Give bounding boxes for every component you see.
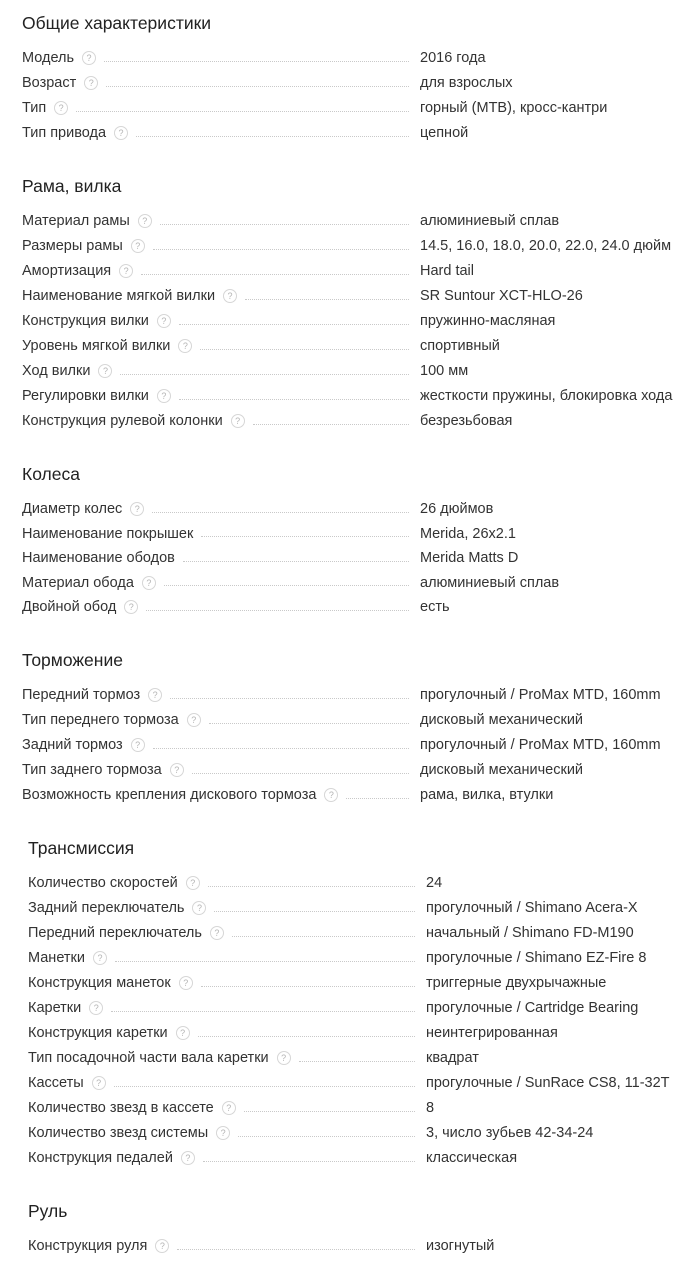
spec-label: Ход вилки [22, 363, 91, 379]
spec-label: Диаметр колес [22, 501, 123, 517]
section-title: Торможение [22, 650, 123, 670]
spec-row [0, 684, 700, 706]
help-icon[interactable]: ? [231, 414, 245, 428]
spec-label: Конструкция педалей [28, 1150, 173, 1166]
spec-value: дисковый механический [420, 712, 584, 728]
help-icon[interactable]: ? [119, 264, 133, 278]
help-icon[interactable]: ? [124, 600, 138, 614]
spec-label-group [28, 1022, 419, 1044]
spec-label: Задний переключатель [28, 900, 185, 916]
dotted-leader [164, 585, 409, 586]
dotted-leader [146, 610, 409, 611]
spec-label: Конструкция вилки [22, 313, 149, 329]
spec-label-group [22, 385, 413, 407]
spec-label: Манетки [28, 950, 85, 966]
spec-label: Количество звезд системы [28, 1125, 209, 1141]
spec-label-group [28, 872, 419, 894]
spec-label: Модель [22, 50, 75, 66]
spec-label-group [28, 1072, 419, 1094]
spec-value: алюминиевый сплав [420, 213, 560, 229]
spec-value: SR Suntour XCT-HLO-26 [420, 288, 583, 304]
spec-label: Тип переднего тормоза [22, 712, 179, 728]
spec-value: прогулочные / Cartridge Bearing [426, 1000, 639, 1016]
spec-row [0, 1147, 700, 1169]
spec-label: Наименование мягкой вилки [22, 288, 216, 304]
spec-label: Количество скоростей [28, 875, 178, 891]
spec-label-group [22, 122, 413, 144]
spec-label-group [22, 310, 413, 332]
spec-label: Количество звезд в кассете [28, 1100, 214, 1116]
help-icon[interactable]: ? [89, 1001, 103, 1015]
spec-row [0, 572, 700, 594]
spec-label-group [22, 684, 413, 706]
spec-value: изогнутый [426, 1238, 495, 1254]
dotted-leader [115, 961, 415, 962]
spec-label-group [22, 72, 413, 94]
spec-label-group [22, 734, 413, 756]
spec-label-group [28, 897, 419, 919]
spec-label-group [22, 235, 413, 257]
help-icon[interactable]: ? [142, 576, 156, 590]
spec-label: Кассеты [28, 1075, 84, 1091]
dotted-leader [120, 374, 409, 375]
spec-label: Конструкция манеток [28, 975, 171, 991]
dotted-leader [136, 136, 409, 137]
spec-label: Возраст [22, 75, 77, 91]
dotted-leader [111, 1011, 415, 1012]
spec-row [0, 260, 700, 282]
spec-row [0, 972, 700, 994]
spec-label-group [28, 1047, 419, 1069]
spec-label-group [22, 97, 413, 119]
dotted-leader [238, 1136, 415, 1137]
spec-label-group [22, 47, 413, 69]
help-icon[interactable]: ? [54, 101, 68, 115]
spec-value: для взрослых [420, 75, 513, 91]
spec-value: дисковый механический [420, 762, 584, 778]
help-icon[interactable]: ? [179, 976, 193, 990]
spec-row [0, 235, 700, 257]
spec-row [0, 285, 700, 307]
spec-value: 26 дюймов [420, 501, 494, 517]
spec-label-group [22, 547, 413, 569]
dotted-leader [201, 536, 409, 537]
spec-row [0, 210, 700, 232]
spec-value: 100 мм [420, 363, 469, 379]
spec-label-group [28, 997, 419, 1019]
help-icon[interactable]: ? [155, 1239, 169, 1253]
help-icon[interactable]: ? [186, 876, 200, 890]
spec-row [0, 97, 700, 119]
spec-value: прогулочные / Shimano EZ-Fire 8 [426, 950, 647, 966]
spec-value: начальный / Shimano FD-M190 [426, 925, 634, 941]
spec-row [0, 1122, 700, 1144]
spec-label: Каретки [28, 1000, 82, 1016]
help-icon[interactable]: ? [157, 314, 171, 328]
spec-row [0, 360, 700, 382]
spec-value: жесткости пружины, блокировка хода [420, 388, 673, 404]
help-icon[interactable]: ? [210, 926, 224, 940]
dotted-leader [253, 424, 409, 425]
spec-row [0, 596, 700, 618]
spec-row [0, 523, 700, 545]
spec-row [0, 709, 700, 731]
dotted-leader [200, 349, 409, 350]
spec-value: прогулочный / Shimano Acera-X [426, 900, 638, 916]
help-icon[interactable]: ? [181, 1151, 195, 1165]
spec-row [0, 1097, 700, 1119]
spec-label: Возможность крепления дискового тормоза [22, 787, 317, 803]
help-icon[interactable]: ? [131, 738, 145, 752]
spec-row [0, 1022, 700, 1044]
spec-value: 8 [426, 1100, 435, 1116]
spec-row [0, 410, 700, 432]
help-icon[interactable]: ? [324, 788, 338, 802]
spec-value: 14.5, 16.0, 18.0, 20.0, 22.0, 24.0 дюйм [420, 238, 672, 254]
spec-value: Merida Matts D [420, 550, 519, 566]
help-icon[interactable]: ? [170, 763, 184, 777]
spec-label-group [28, 1097, 419, 1119]
spec-row [0, 947, 700, 969]
help-icon[interactable]: ? [114, 126, 128, 140]
spec-row [0, 310, 700, 332]
spec-value: 2016 года [420, 50, 486, 66]
spec-label: Уровень мягкой вилки [22, 338, 171, 354]
spec-value: триггерные двухрычажные [426, 975, 607, 991]
spec-value: есть [420, 599, 450, 615]
help-icon[interactable]: ? [223, 289, 237, 303]
help-icon[interactable]: ? [131, 239, 145, 253]
spec-label-group [28, 947, 419, 969]
spec-value: цепной [420, 125, 469, 141]
spec-label: Регулировки вилки [22, 388, 149, 404]
dotted-leader [153, 249, 409, 250]
spec-value: рама, вилка, втулки [420, 787, 554, 803]
spec-value: прогулочные / SunRace CS8, 11-32T [426, 1075, 670, 1091]
spec-row [0, 335, 700, 357]
spec-row [0, 1072, 700, 1094]
spec-row [0, 498, 700, 520]
help-icon[interactable]: ? [84, 76, 98, 90]
spec-label: Передний тормоз [22, 687, 141, 703]
help-icon[interactable]: ? [130, 502, 144, 516]
spec-row [0, 872, 700, 894]
spec-label: Наименование ободов [22, 550, 175, 566]
help-icon[interactable]: ? [277, 1051, 291, 1065]
help-icon[interactable]: ? [222, 1101, 236, 1115]
spec-row [0, 47, 700, 69]
spec-row [0, 72, 700, 94]
help-icon[interactable]: ? [157, 389, 171, 403]
spec-row [0, 784, 700, 806]
spec-label-group [22, 572, 413, 594]
spec-row [0, 122, 700, 144]
spec-label-group [22, 285, 413, 307]
spec-value: 24 [426, 875, 443, 891]
spec-label-group [28, 972, 419, 994]
section-title: Рама, вилка [22, 176, 122, 196]
dotted-leader [179, 324, 409, 325]
spec-value: Merida, 26x2.1 [420, 525, 516, 542]
spec-label: Материал обода [22, 574, 134, 591]
spec-label-group [22, 523, 413, 545]
spec-row [0, 385, 700, 407]
spec-value: пружинно-масляная [420, 313, 556, 329]
spec-row [0, 1047, 700, 1069]
spec-value: спортивный [420, 338, 500, 354]
spec-label: Наименование покрышек [22, 525, 194, 542]
dotted-leader [346, 798, 409, 799]
spec-label-group [28, 1147, 419, 1169]
section-title: Руль [28, 1201, 68, 1221]
spec-label: Передний переключатель [28, 925, 202, 941]
spec-label-group [28, 922, 419, 944]
spec-row [0, 1235, 700, 1257]
spec-value: горный (MTB), кросс-кантри [420, 100, 608, 116]
spec-value: алюминиевый сплав [420, 574, 560, 591]
spec-value: безрезьбовая [420, 413, 513, 429]
spec-label: Конструкция руля [28, 1238, 148, 1254]
section-title: Общие характеристики [22, 13, 212, 33]
help-icon[interactable]: ? [187, 713, 201, 727]
spec-label-group [22, 709, 413, 731]
help-icon[interactable]: ? [216, 1126, 230, 1140]
dotted-leader [152, 512, 409, 513]
spec-value: Hard tail [420, 263, 474, 279]
spec-label: Амортизация [22, 263, 112, 279]
spec-row [0, 547, 700, 569]
help-icon[interactable]: ? [176, 1026, 190, 1040]
spec-row [0, 734, 700, 756]
dotted-leader [203, 1161, 415, 1162]
spec-value: классическая [426, 1150, 518, 1166]
spec-label: Задний тормоз [22, 737, 123, 753]
spec-label: Двойной обод [22, 599, 117, 615]
dotted-leader [214, 911, 415, 912]
help-icon[interactable]: ? [178, 339, 192, 353]
spec-value: 3, число зубьев 42-34-24 [426, 1125, 594, 1141]
dotted-leader [170, 698, 409, 699]
dotted-leader [192, 773, 409, 774]
spec-label: Размеры рамы [22, 238, 123, 254]
dotted-leader [153, 748, 409, 749]
spec-row [0, 997, 700, 1019]
spec-row [0, 897, 700, 919]
spec-label-group [22, 360, 413, 382]
spec-label: Конструкция каретки [28, 1025, 168, 1041]
help-icon[interactable]: ? [92, 1076, 106, 1090]
dotted-leader [183, 561, 409, 562]
spec-label-group [22, 410, 413, 432]
spec-label: Тип привода [22, 125, 107, 141]
dotted-leader [104, 61, 409, 62]
dotted-leader [208, 886, 415, 887]
dotted-leader [179, 399, 409, 400]
help-icon[interactable]: ? [192, 901, 206, 915]
spec-label: Конструкция рулевой колонки [22, 413, 223, 429]
spec-label-group [22, 759, 413, 781]
help-icon[interactable]: ? [138, 214, 152, 228]
dotted-leader [198, 1036, 415, 1037]
help-icon[interactable]: ? [93, 951, 107, 965]
spec-label: Материал рамы [22, 213, 130, 229]
spec-label-group [28, 1235, 419, 1257]
spec-value: прогулочный / ProMax MTD, 160mm [420, 687, 661, 703]
spec-value: квадрат [426, 1050, 479, 1066]
spec-label: Тип посадочной части вала каретки [28, 1050, 269, 1066]
spec-label-group [22, 335, 413, 357]
spec-label: Тип заднего тормоза [22, 762, 162, 778]
spec-row [0, 759, 700, 781]
section-title: Трансмиссия [28, 838, 135, 858]
spec-label-group [22, 784, 413, 806]
dotted-leader [209, 723, 409, 724]
spec-row [0, 922, 700, 944]
help-icon[interactable]: ? [148, 688, 162, 702]
help-icon[interactable]: ? [82, 51, 96, 65]
dotted-leader [114, 1086, 415, 1087]
dotted-leader [245, 299, 409, 300]
spec-label-group [22, 498, 413, 520]
dotted-leader [232, 936, 415, 937]
dotted-leader [106, 86, 409, 87]
dotted-leader [76, 111, 409, 112]
section-title: Колеса [22, 464, 80, 484]
spec-label-group [22, 210, 413, 232]
dotted-leader [160, 224, 409, 225]
help-icon[interactable]: ? [98, 364, 112, 378]
dotted-leader [244, 1111, 415, 1112]
dotted-leader [299, 1061, 415, 1062]
dotted-leader [177, 1249, 415, 1250]
spec-label: Тип [22, 100, 47, 116]
dotted-leader [201, 986, 415, 987]
spec-label-group [22, 260, 413, 282]
spec-value: прогулочный / ProMax MTD, 160mm [420, 737, 661, 753]
spec-label-group [22, 596, 413, 618]
spec-label-group [28, 1122, 419, 1144]
spec-value: неинтегрированная [426, 1025, 558, 1041]
dotted-leader [141, 274, 409, 275]
